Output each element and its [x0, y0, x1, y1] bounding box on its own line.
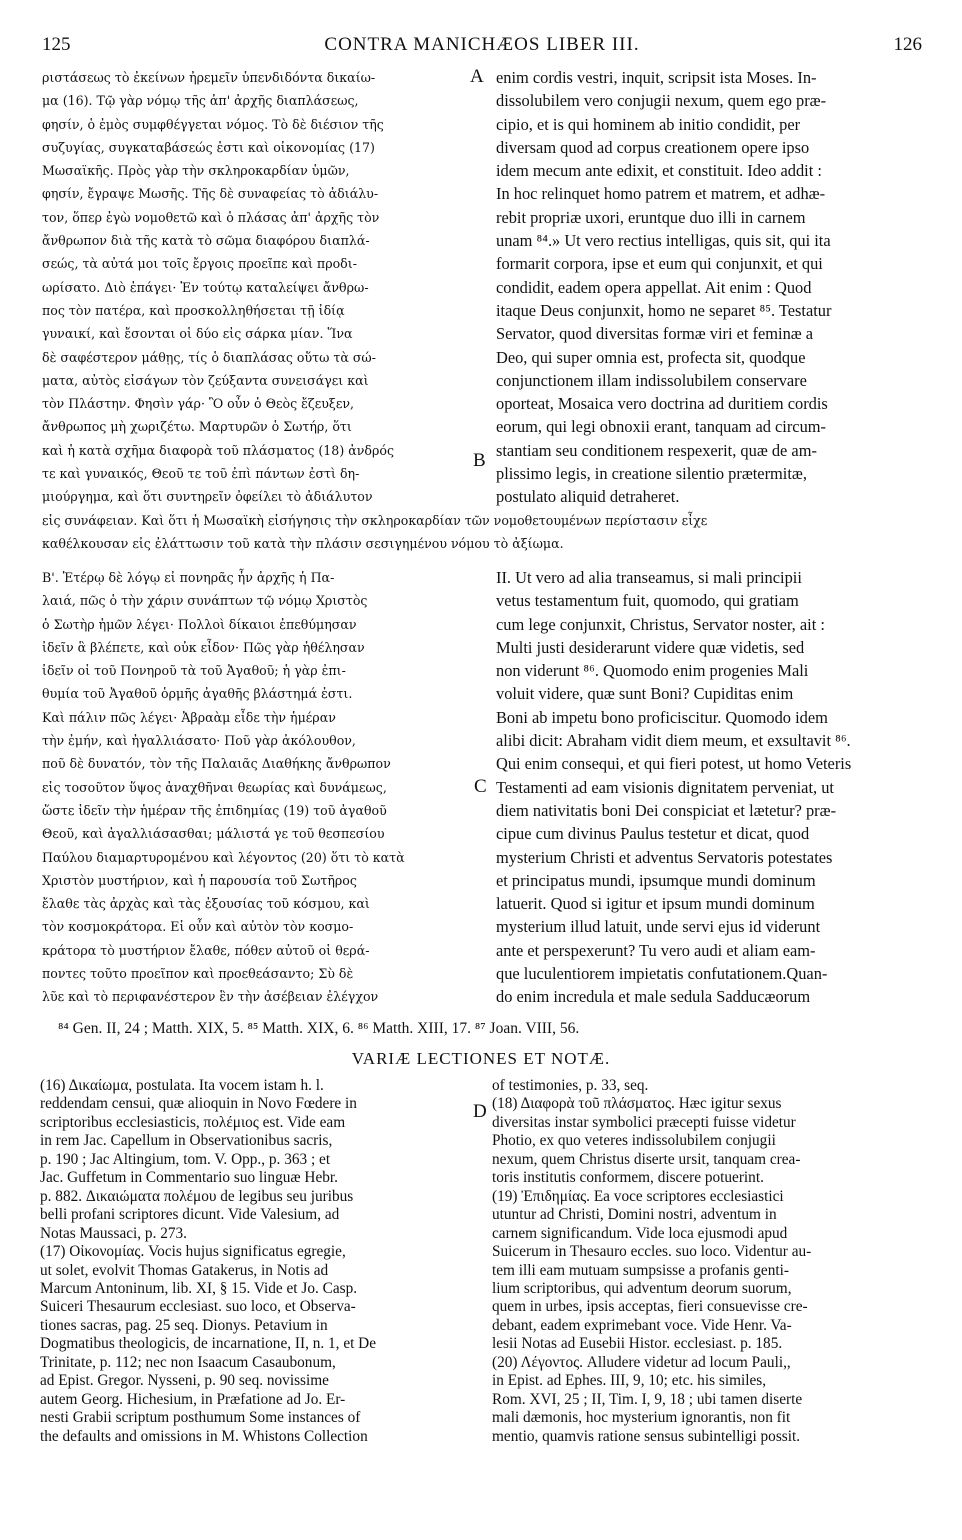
latin-line: diversam quod ad corpus creationem opere ipso — [496, 137, 810, 157]
margin-marker-a: A — [470, 66, 484, 87]
latin-line: que luculentiorem impietatis confutationem.Quan- — [496, 964, 828, 984]
greek-line: φησίν, ἔγραψε Μωσῆς. Τῆς δὲ συναφείας τὸ ἀδιάλυ- — [42, 186, 379, 202]
latin-line: vetus testamentum fuit, quomodo, qui gratiam — [496, 591, 799, 611]
latin-line: dissolubilem vero conjugii nexum, quem ego præ- — [496, 91, 827, 111]
latin-line: itaque Deus conjunxit, homo ne separet ⁸⁵. Testatur — [496, 300, 832, 320]
note-line: the defaults and omissions in M. Whistons Collection — [40, 1427, 368, 1445]
latin-line: idem mecum ante edixit, et constituit. Ideo addit : — [496, 161, 822, 181]
note-line: carnem significandum. Vide loca ejusmodi apud — [492, 1224, 788, 1242]
page-number-right: 126 — [893, 34, 922, 55]
greek-line: εἰς τοσοῦτον ὕψος ἀναχθῆναι θεωρίας καὶ δυνάμεως, — [42, 779, 387, 795]
latin-line: Multi justi desiderarunt videre quæ videtis, sed — [496, 637, 805, 657]
latin-line: stantiam seu conditionem respexerit, quæ de am- — [496, 440, 817, 460]
greek-line: ἰδεῖν ἃ βλέπετε, καὶ οὐκ εἶδον· Πῶς γὰρ ἠθέλησαν — [42, 639, 365, 655]
greek-line: καὶ ἡ κατὰ σχῆμα διαφορὰ τοῦ πλάσματος (18) ἀνδρός — [42, 442, 395, 458]
note-line: utuntur ad Christi, Domini nostri, adventum in — [492, 1206, 777, 1224]
greek-line: Παύλου διαμαρτυρομένου καὶ λέγοντος (20) ὅτι τὸ κατὰ — [42, 849, 405, 865]
page-number-left: 125 — [42, 34, 71, 55]
greek-line: τον, ὅπερ ἐγὼ νομοθετῶ καὶ ὁ πλάσας ἀπ' ἀρχῆς τὸν — [42, 209, 380, 225]
greek-line: ὥστε ἰδεῖν τὴν ἡμέραν τῆς ἐπιδημίας (19) τοῦ ἀγαθοῦ — [42, 802, 387, 818]
note-line: in Epist. ad Ephes. III, 9, 10; etc. his similes, — [492, 1372, 767, 1390]
greek-line: ὁ Σωτὴρ ἡμῶν λέγει· Πολλοὶ δίκαιοι ἐπεθύμησαν — [42, 616, 357, 632]
latin-line: et principatus mundi, ipsumque mundi dominum — [496, 870, 816, 890]
latin-line: II. Ut vero ad alia transeamus, si mali principii — [496, 568, 802, 587]
latin-column-2 — [496, 566, 928, 1009]
note-line: Rom. XVI, 25 ; II, Tim. I, 9, 18 ; ubi tamen diserte — [492, 1390, 803, 1408]
latin-line: postulato aliquid detraheret. — [496, 487, 680, 507]
greek-line: δὲ σαφέστερον μάθῃς, τίς ὁ διαπλάσας οὕτω τὰ σώ- — [42, 349, 376, 365]
greek-line: Μωσαϊκῆς. Πρὸς γὰρ τὴν σκληροκαρδίαν ὑμῶν, — [42, 163, 350, 179]
latin-line: Testamenti ad eam visionis dignitatem perveniat, ut — [496, 777, 834, 797]
note-line: Trinitate, p. 112; nec non Isaacum Casaubonum, — [40, 1353, 336, 1371]
note-line: (20) Λέγοντος. Alludere videtur ad locum Pauli,, — [492, 1353, 791, 1371]
note-line: p. 190 ; Jac Altingium, tom. V. Opp., p. 363 ; et — [40, 1150, 331, 1168]
greek-line: τὸν κοσμοκράτορα. Εἰ οὖν καὶ αὐτὸν τὸν κοσμο- — [42, 919, 354, 935]
greek-line: ἔλαθε τὰς ἀρχὰς καὶ τὰς ἐξουσίας τοῦ κόσμου, καὶ — [42, 896, 370, 912]
running-title: CONTRA MANICHÆOS LIBER III. — [324, 34, 640, 55]
note-line: ut solet, evolvit Thomas Gatakerus, in Notis ad — [40, 1261, 329, 1279]
latin-line: cipue cum divinus Paulus testetur et dicat, quod — [496, 824, 810, 844]
margin-marker-b: B — [473, 450, 486, 471]
note-line: debant, eadem exprimebant voce. Vide Henr. Va- — [492, 1316, 792, 1334]
greek-line: ωρίσατο. Διὸ ἐπάγει· Ἐν τούτῳ καταλείψει ἄνθρω- — [42, 279, 369, 295]
greek-line: ποῦ δὲ δυνατόν, τὸν τῆς Παλαιᾶς Διαθήκης ἄνθρωπον — [42, 756, 391, 772]
latin-line: condidit, eadem opera appellat. Ait enim : Quod — [496, 277, 812, 297]
greek-line: συζυγίας, συγκαταβάσεώς ἐστι καὶ οἰκονομίας (17) — [42, 139, 375, 155]
greek-column-2 — [42, 566, 468, 1009]
latin-line: In hoc relinquet homo patrem et matrem, et adhæ- — [496, 184, 826, 204]
note-line: mali dæmonis, hoc mysterium ignorantis, non fit — [492, 1409, 791, 1427]
note-line: Notas Maussaci, p. 273. — [40, 1224, 188, 1242]
margin-marker-c: C — [474, 776, 487, 797]
latin-line: conjunctionem illam indissolubilem conservare — [496, 370, 807, 390]
note-line: quem in urbes, ipsis acceptas, fieri consuevisse cre- — [492, 1298, 808, 1316]
notes-right-column — [492, 1077, 932, 1446]
margin-marker-d: D — [473, 1101, 487, 1122]
greek-line: φησίν, ὁ ἐμὸς συμφθέγγεται νόμος. Τὸ δὲ διέσιον τῆς — [42, 116, 384, 132]
greek-line: Θεοῦ, καὶ ἀγαλλιάσασθαι; μάλιστά γε τοῦ θεσπεσίου — [42, 826, 385, 842]
note-line: belli profani scriptores dicunt. Vide Valesium, ad — [40, 1206, 340, 1224]
note-line: Dogmatibus theologicis, de incarnatione, II, n. 1, et De — [40, 1335, 377, 1353]
latin-line: Qui enim consequi, et qui fieri potest, ut homo Veteris — [496, 754, 852, 774]
note-line: tiones sacras, pag. 25 seq. Dionys. Petavium in — [40, 1316, 328, 1334]
greek-line: λαιά, πῶς ὁ τὴν χάριν συνάπτων τῷ νόμῳ Χριστὸς — [42, 593, 368, 609]
greek-line: κράτορα τὸ μυστήριον ἔλαθε, πόθεν αὐτοῦ οἱ θερά- — [42, 942, 370, 958]
latin-line: unam ⁸⁴.» Ut vero rectius intelligas, quis sit, qui ita — [496, 231, 831, 251]
latin-line: oporteat, Mosaica vero doctrina ad duritiem cordis — [496, 394, 828, 414]
note-line: (17) Οἰκονομίας. Vocis hujus significatus egregie, — [40, 1243, 346, 1261]
latin-line: eorum, qui legi obnoxii erant, tanquam ad circum- — [496, 417, 826, 437]
greek-line: ματα, αὐτὸς εἰσάγων τὸν ζεύξαντα συνεισάγει καὶ — [42, 372, 369, 388]
note-line: p. 882. Δικαιώματα πολέμου de legibus seu juribus — [40, 1187, 354, 1205]
note-line: reddendam censui, quæ alioquin in Novo Fœdere in — [40, 1095, 357, 1113]
greek-line: ἄνθρωπος μὴ χωριζέτω. Μαρτυρῶν ὁ Σωτήρ, ὅτι — [42, 419, 352, 435]
note-line: of testimonies, p. 33, seq. — [492, 1077, 649, 1094]
note-line: Suicerum in Thesauro eccles. suo loco. Videntur au- — [492, 1243, 812, 1261]
latin-line: alibi dicit: Abraham vidit diem meum, et exsultavit ⁸⁶. — [496, 731, 851, 751]
latin-line: voluit videre, quæ sunt Boni? Cupiditas enim — [496, 684, 794, 704]
greek-line: λῦε καὶ τὸ περιφανέστερον ἓν τὴν ἀσέβειαν ἐλέγχον — [42, 989, 379, 1005]
note-line: mentio, quamvis ratione sensus subintelligi possit. — [492, 1427, 801, 1445]
note-line: in rem Jac. Capellum in Observationibus sacris, — [40, 1132, 333, 1150]
latin-line: Deo, qui super omnia est, profecta sit, quodque — [496, 347, 806, 367]
running-header — [42, 34, 922, 58]
greek-column-1 — [42, 66, 468, 509]
greek-line: καθέλκουσαν εἰς ἐλάττωσιν τοῦ κατὰ τὴν πλάσιν σεσιγημένου νόμου τὸ ἀξίωμα. — [42, 536, 564, 552]
greek-line: ἰδεῖν οἱ τοῦ Πονηροῦ τὰ τοῦ Ἀγαθοῦ; ἡ γὰρ ἐπι- — [42, 663, 346, 679]
latin-line: diem nativitatis boni Dei conspiciat et lætetur? præ- — [496, 800, 837, 820]
full-width-greek — [42, 509, 932, 556]
note-line: nesti Grabii scriptum posthumum Some instances of — [40, 1409, 361, 1427]
note-line: Suiceri Thesaurum ecclesiast. suo loco, et Observa- — [40, 1298, 356, 1316]
latin-line: non viderunt ⁸⁶. Quomodo enim progenies Mali — [496, 661, 809, 681]
latin-line: Boni ab impetu bono proficiscitur. Quomodo idem — [496, 707, 828, 727]
note-line: tem illi eam mutuam sumpsisse a profanis genti- — [492, 1261, 789, 1279]
greek-line: Καὶ πάλιν πῶς λέγει· Ἀβραὰμ εἶδε τὴν ἡμέραν — [42, 709, 336, 725]
note-line: toris institutis conformem, discere potuerint. — [492, 1169, 764, 1187]
greek-line: τὴν ἐμήν, καὶ ἠγαλλιάσατο· Ποῦ γὰρ ἀκόλουθον, — [42, 733, 356, 749]
greek-line: σεώς, τὰ αὐτά μοι τοῖς ἔργοις προεῖπε καὶ προδι- — [42, 256, 357, 272]
note-line: autem Georg. Hichesium, in Præfatione ad Jo. Er- — [40, 1390, 346, 1408]
greek-line: ριστάσεως τὸ ἐκείνων ἠρεμεῖν ὑπενδιδόντα δικαίω- — [42, 70, 376, 85]
latin-line: mysterium illud latuit, unde servi ejus id viderunt — [496, 917, 821, 937]
latin-line: rebit propriæ uxori, eruntque duo illi in carnem — [496, 207, 806, 227]
note-line: nexum, quem Christus diserte ursit, tanquam crea- — [492, 1150, 801, 1168]
latin-line: enim cordis vestri, inquit, scripsit ista Moses. In- — [496, 68, 817, 87]
latin-line: plissimo legis, in creatione silentio prætermitæ, — [496, 464, 807, 484]
greek-line: ἄνθρωπον διὰ τῆς κατὰ τὸ σῶμα διαφόρου διαπλά- — [42, 233, 370, 249]
note-line: Marcum Antoninum, lib. XI, § 15. Vide et Jo. Casp. — [40, 1279, 358, 1297]
note-line: (16) Δικαίωμα, postulata. Ita vocem istam h. l. — [40, 1077, 324, 1094]
latin-line: cum lege conjunxit, Christus, Servator noster, ait : — [496, 614, 825, 634]
latin-line: mysterium Christi et adventus Servatoris potestates — [496, 847, 833, 867]
greek-line: τε καὶ γυναικός, Θεοῦ τε τοῦ ἐπὶ πάντων ἐστὶ δη- — [42, 466, 360, 482]
note-line: (18) Διαφορὰ τοῦ πλάσματος. Hæc igitur sexus — [492, 1095, 782, 1113]
latin-column-1 — [496, 66, 928, 509]
note-line: lesii Notas ad Eusebii Histor. ecclesiast. p. 185. — [492, 1335, 783, 1353]
latin-line: latuerit. Quod si igitur et ipsum mundi dominum — [496, 894, 815, 914]
greek-line: ποντες τοῦτο προεῖπον καὶ προεθεάσαντο; Σὺ δὲ — [42, 966, 354, 982]
greek-line: Χριστὸν μυστήριον, καὶ ἡ παρουσία τοῦ Σωτῆρος — [42, 872, 357, 888]
notes-title: VARIÆ LECTIONES ET NOTÆ. — [351, 1049, 611, 1068]
note-line: lium scriptoribus, qui adventum deorum suorum, — [492, 1279, 792, 1297]
note-line: diversitas instar symbolici præcepti fuisse videtur — [492, 1113, 796, 1131]
scripture-footnotes: ⁸⁴ Gen. II, 24 ; Matth. XIX, 5. ⁸⁵ Matth. XIX, 6. ⁸⁶ Matth. XIII, 17. ⁸⁷ Joan. VIII, 56. — [58, 1020, 580, 1037]
note-line: ad Epist. Gregor. Nysseni, p. 90 seq. novissime — [40, 1372, 329, 1390]
greek-line: τὸν Πλάστην. Φησὶν γάρ· Ὃ οὖν ὁ Θεὸς ἔζευξεν, — [42, 396, 355, 412]
note-line: (19) Ἐπιδημίας. Ea voce scriptores ecclesiastici — [492, 1187, 784, 1205]
greek-line: Β'. Ἑτέρῳ δὲ λόγῳ εἰ πονηρᾶς ἦν ἀρχῆς ἡ Πα- — [42, 570, 335, 585]
latin-line: do enim incredula et male sedula Sadducæorum — [496, 987, 811, 1007]
note-line: Jac. Guffetum in Commentario suo linguæ Hebr. — [40, 1169, 338, 1187]
greek-line: μα (16). Τῷ γὰρ νόμῳ τῆς ἀπ' ἀρχῆς διαπλάσεως, — [42, 93, 359, 109]
latin-line: formarit corpora, ipse et eum qui conjunxit, et qui — [496, 254, 823, 274]
note-line: scriptoribus ecclesiasticis, πολέμιος est. Vide eam — [40, 1113, 346, 1131]
greek-line: μιούργημα, καὶ ὅτι συντηρεῖν ὀφείλει τὸ ἀδιάλυτον — [42, 489, 373, 505]
latin-line: Servator, quod diversitas formæ viri et feminæ a — [496, 324, 814, 344]
greek-line: θυμία τοῦ Ἀγαθοῦ ὁρμῆς ἀγαθῆς βλάστημά ἐστι. — [42, 686, 353, 702]
note-line: Photio, ex quo veteres indissolubilem conjugii — [492, 1132, 776, 1150]
greek-line: πος τὸν πατέρα, καὶ προσκολληθήσεται τῇ ἰδίᾳ — [42, 302, 345, 318]
greek-line: γυναικί, καὶ ἔσονται οἱ δύο εἰς σάρκα μίαν. Ἵνα — [42, 326, 353, 342]
notes-left-column — [40, 1077, 470, 1446]
greek-line: εἰς συνάφειαν. Καὶ ὅτι ἡ Μωσαϊκὴ εἰσήγησις τὴν σκληροκαρδίαν τῶν νομοθετουμένων περίστασιν εἶχε — [42, 513, 708, 528]
latin-line: cipio, et is qui hominem ab initio condidit, per — [496, 114, 801, 134]
latin-line: ante et perspexerunt? Tu vero audi et aliam eam- — [496, 940, 816, 960]
